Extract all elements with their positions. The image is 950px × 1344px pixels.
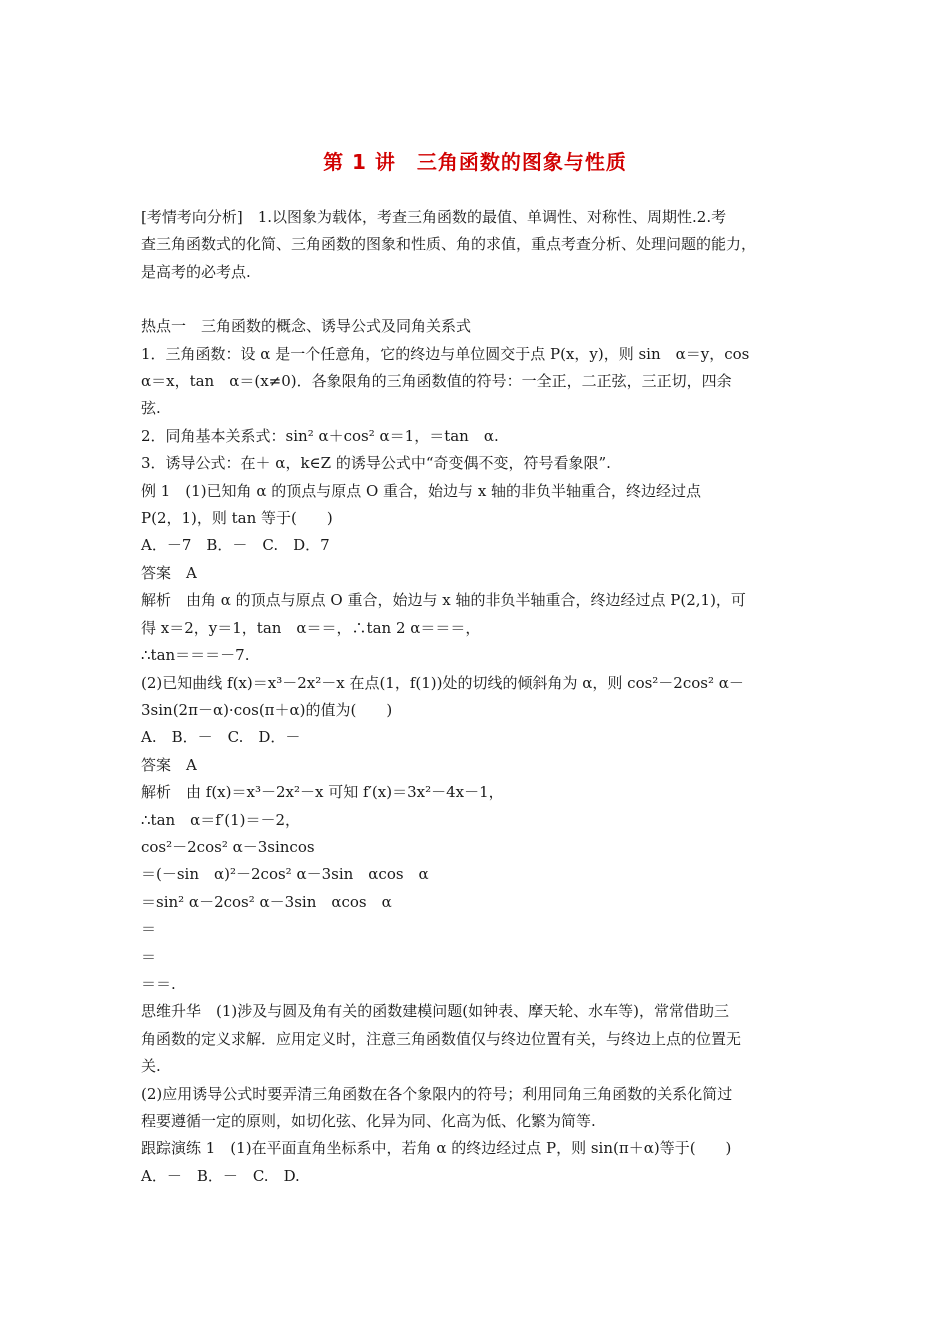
text-line: 2．同角基本关系式：sin² α＋cos² α＝1，＝tan α. [141, 426, 499, 445]
solution-line: ∴tan α＝f′(1)＝－2， [141, 810, 301, 829]
solution-line: ＝ [141, 947, 157, 966]
text-line: α＝x，tan α＝(x≠0)．各象限角的三角函数值的符号：一全正，二正弦，三正切，四余 [141, 372, 732, 391]
answer-line: 答案 A [141, 755, 197, 774]
solution-line: ＝＝. [141, 974, 176, 993]
section-heading: 热点一 三角函数的概念、诱导公式及同角关系式 [141, 317, 472, 336]
exam-analysis-line: [考情考向分析] 1.以图象为载体，考查三角函数的最值、单调性、对称性、周期性.2.考 [141, 208, 727, 226]
example-line: 3sin(2π－α)·cos(π＋α)的值为( ) [141, 700, 393, 719]
solution-line: 得 x＝2，y＝1，tan α＝＝，∴tan 2 α＝＝＝， [141, 618, 481, 637]
summary-line: (2)应用诱导公式时要弄清三角函数在各个象限内的符号；利用同角三角函数的关系化简过 [141, 1084, 733, 1103]
solution-line: cos²－2cos² α－3sincos [141, 837, 315, 856]
text-line: 弦. [141, 399, 161, 418]
solution-line: 解析 由 f(x)＝x³－2x²－x 可知 f′(x)＝3x²－4x－1， [141, 783, 504, 802]
text-line: 3．诱导公式：在＋ α，k∈Z 的诱导公式中“奇变偶不变，符号看象限”. [141, 454, 611, 473]
choices-line: A．－7 B．－ C. D．7 [141, 536, 330, 555]
solution-line: ＝sin² α－2cos² α－3sin αcos α [141, 892, 392, 911]
choices-line: A．－ B．－ C. D. [141, 1166, 300, 1185]
spacer [141, 286, 811, 313]
solution-line: ＝ [141, 920, 157, 939]
solution-line: ∴tan＝＝＝－7. [141, 646, 250, 665]
solution-line: ＝(－sin α)²－2cos² α－3sin αcos α [141, 865, 429, 884]
summary-line: 关. [141, 1057, 161, 1076]
solution-line: 解析 由角 α 的顶点与原点 O 重合，始边与 x 轴的非负半轴重合，终边经过点 P(2,1)，可 [141, 591, 746, 610]
example-line: P(2，1)，则 tan 等于( ) [141, 509, 333, 528]
page-title: 第 1 讲 三角函数的图象与性质 [323, 150, 627, 174]
choices-line: A. B．－ C. D．－ [141, 728, 301, 747]
practice-line: 跟踪演练 1 (1)在平面直角坐标系中，若角 α 的终边经过点 P，则 sin(π＋α)等于( ) [141, 1139, 732, 1158]
text-line: 1．三角函数：设 α 是一个任意角，它的终边与单位圆交于点 P(x，y)，则 sin α＝y，cos [141, 344, 750, 363]
document-body [141, 204, 811, 1190]
summary-line: 角函数的定义求解．应用定义时，注意三角函数值仅与终边位置有关，与终边上点的位置无 [141, 1029, 742, 1048]
exam-analysis-line: 查三角函数式的化简、三角函数的图象和性质、角的求值，重点考查分析、处理问题的能力， [141, 235, 757, 254]
summary-line: 程要遵循一定的原则，如切化弦、化异为同、化高为低、化繁为简等. [141, 1112, 596, 1130]
example-line: (2)已知曲线 f(x)＝x³－2x²－x 在点(1，f(1))处的切线的倾斜角为 α，则 cos²－2cos² α－ [141, 673, 744, 692]
answer-line: 答案 A [141, 563, 197, 582]
exam-analysis-line: 是高考的必考点. [141, 262, 251, 281]
example-line: 例 1 (1)已知角 α 的顶点与原点 O 重合，始边与 x 轴的非负半轴重合，终边经过点 [141, 481, 702, 500]
summary-line: 思维升华 (1)涉及与圆及角有关的函数建模问题(如钟表、摩天轮、水车等)，常常借助三 [141, 1002, 729, 1021]
